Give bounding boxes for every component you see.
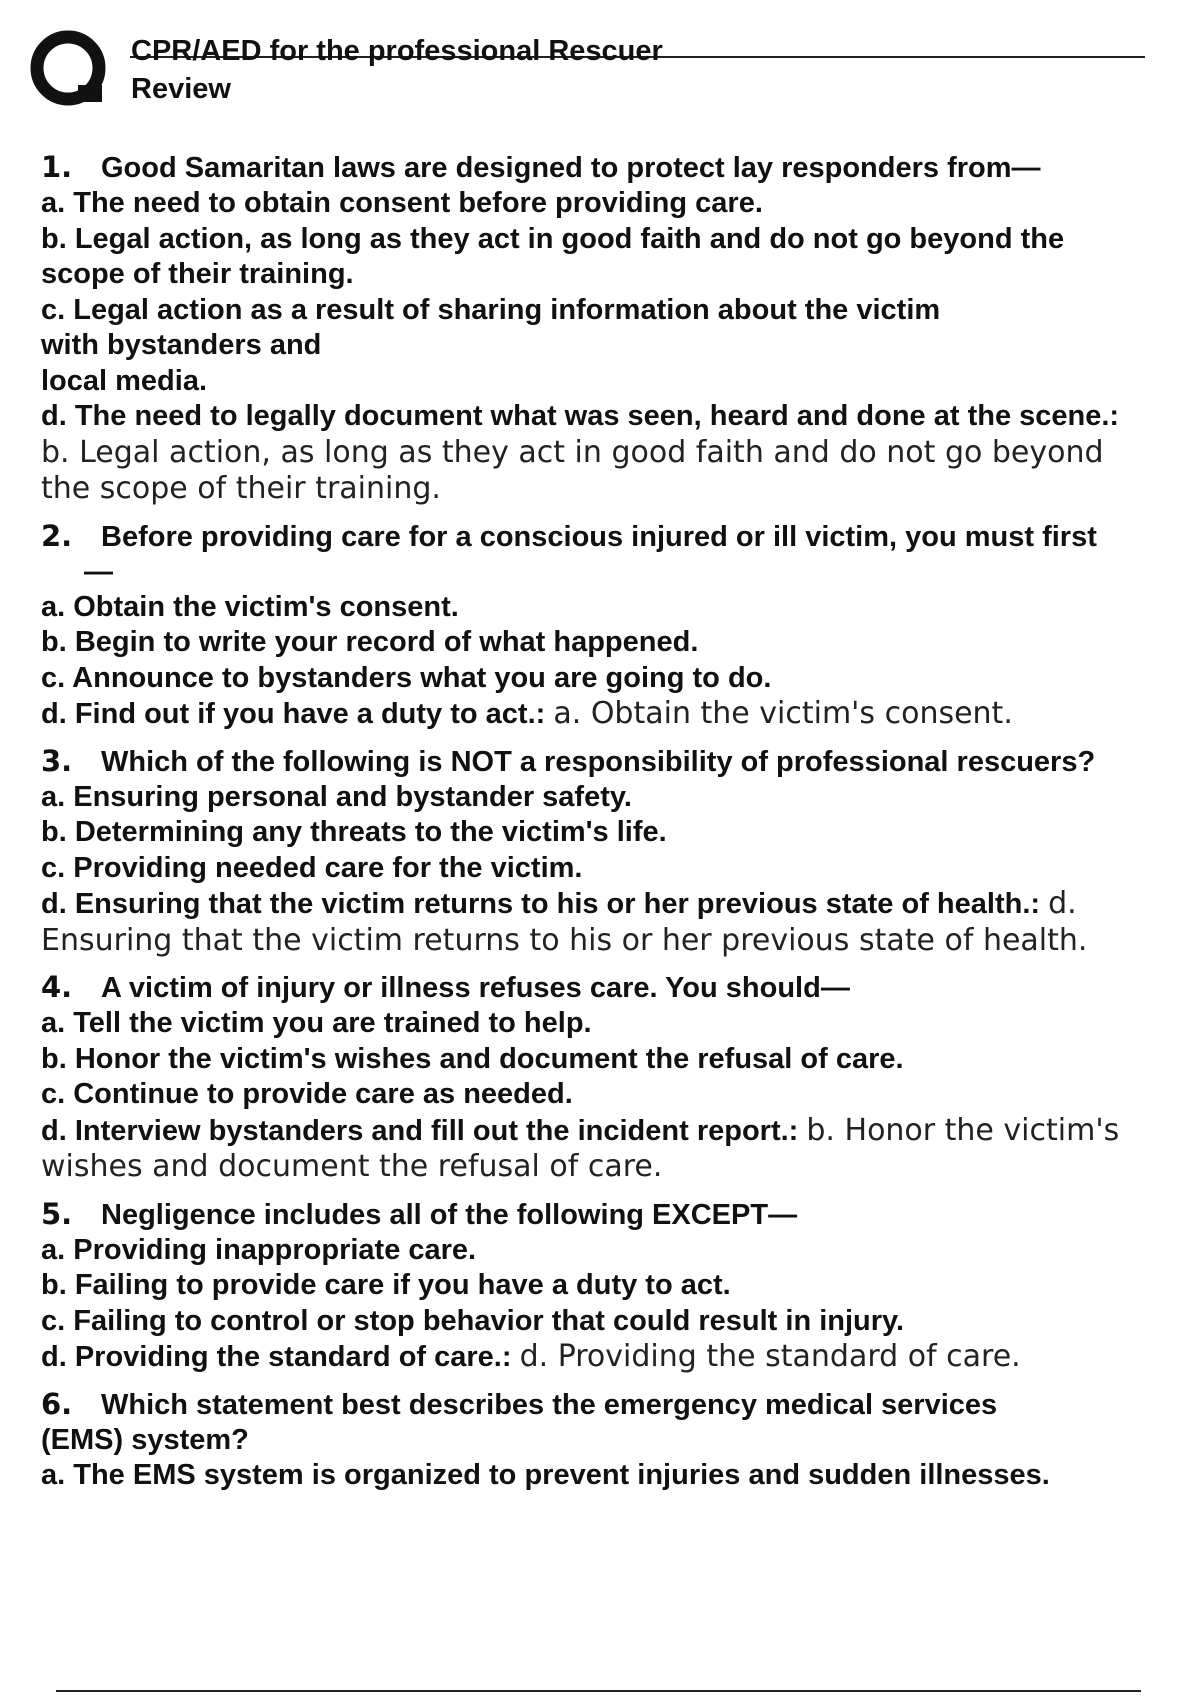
option-d-with-answer — [41, 886, 1131, 959]
option-d: d. Find out if you have a duty to act.: — [41, 698, 546, 730]
document-header — [30, 30, 1145, 115]
option-c: c. Continue to provide care as needed. — [41, 1078, 573, 1110]
option-b: b. Honor the victim's wishes and document the refusal of care. — [41, 1042, 904, 1075]
question-stem: Which statement best describes the emergency medical services — [101, 1388, 998, 1421]
option-d: d. Interview bystanders and fill out the incident report.: — [41, 1114, 799, 1147]
option-c: c. Legal action as a result of sharing information about the victim — [41, 293, 941, 326]
question-list — [41, 150, 1196, 1505]
answer-text: b. Legal action, as long as they act in good faith and do not go beyond the scope of their training. — [41, 434, 1104, 506]
question-number: 3. — [41, 743, 73, 778]
question-5 — [41, 1197, 1196, 1376]
option-a: a. Obtain the victim's consent. — [41, 590, 459, 623]
document-title: CPR/AED for the professional Rescuer — [131, 35, 663, 67]
question-stem: Negligence includes all of the following EXCEPT— — [101, 1198, 798, 1231]
question-stem-dash: — — [84, 555, 113, 588]
question-1 — [41, 150, 1196, 508]
footer-rule — [56, 1690, 1141, 1692]
option-b: b. Failing to provide care if you have a duty to act. — [41, 1269, 731, 1301]
option-b: b. Determining any threats to the victim's life. — [41, 816, 667, 848]
option-a: a. The need to obtain consent before providing care. — [41, 187, 763, 219]
answer-text: b. Honor the victim's wishes and document the refusal of care. — [41, 1112, 1120, 1184]
document-subtitle: Review — [131, 73, 231, 105]
option-a: a. Ensuring personal and bystander safety. — [41, 780, 632, 813]
answer-text: a. Obtain the victim's consent. — [553, 696, 1013, 731]
answer-text: d. Providing the standard of care. — [519, 1339, 1021, 1374]
question-stem: Before providing care for a conscious injured or ill victim, you must first — [101, 520, 1097, 553]
question-stem: Which of the following is NOT a responsibility of professional rescuers? — [101, 745, 1096, 778]
question-number: 1. — [41, 150, 73, 184]
option-b: b. Legal action, as long as they act in good faith and do not go beyond the scope of their training. — [41, 222, 1065, 290]
question-2 — [41, 519, 1196, 733]
option-a: a. The EMS system is organized to prevent injuries and sudden illnesses. — [41, 1459, 1050, 1491]
question-number: 6. — [41, 1386, 73, 1421]
option-d: d. Providing the standard of care.: — [41, 1341, 512, 1373]
question-number: 2. — [41, 518, 73, 553]
question-3 — [41, 744, 1196, 960]
question-stem: A victim of injury or illness refuses care. You should— — [101, 972, 850, 1004]
option-d-with-answer — [41, 1113, 1131, 1186]
option-a: a. Tell the victim you are trained to help. — [41, 1007, 592, 1039]
option-c-cont: with bystanders and — [41, 329, 322, 361]
question-6 — [41, 1387, 1196, 1494]
question-number: 5. — [41, 1196, 73, 1231]
question-4 — [41, 970, 1196, 1186]
option-d-with-answer — [41, 696, 1131, 733]
option-c: c. Announce to bystanders what you are going to do. — [41, 661, 772, 694]
option-c: c. Providing needed care for the victim. — [41, 851, 583, 884]
answer-text: d. Ensuring that the victim returns to his or her previous state of health. — [41, 886, 1088, 958]
question-stem-wrap: (EMS) system? — [41, 1423, 249, 1456]
option-a: a. Providing inappropriate care. — [41, 1233, 477, 1266]
option-d: d. Ensuring that the victim returns to his or her previous state of health.: — [41, 888, 1041, 920]
option-d-with-answer — [41, 1339, 1131, 1376]
question-number: 4. — [41, 970, 73, 1004]
quizlet-logo-icon — [30, 30, 110, 110]
option-c: c. Failing to control or stop behavior that could result in injury. — [41, 1304, 905, 1337]
option-c-cont: local media. — [41, 364, 208, 397]
question-stem: Good Samaritan laws are designed to protect lay responders from— — [101, 152, 1041, 184]
option-d-with-answer — [41, 399, 1131, 508]
option-b: b. Begin to write your record of what happened. — [41, 626, 699, 658]
option-d: d. The need to legally document what was seen, heard and done at the scene.: — [41, 400, 1120, 432]
